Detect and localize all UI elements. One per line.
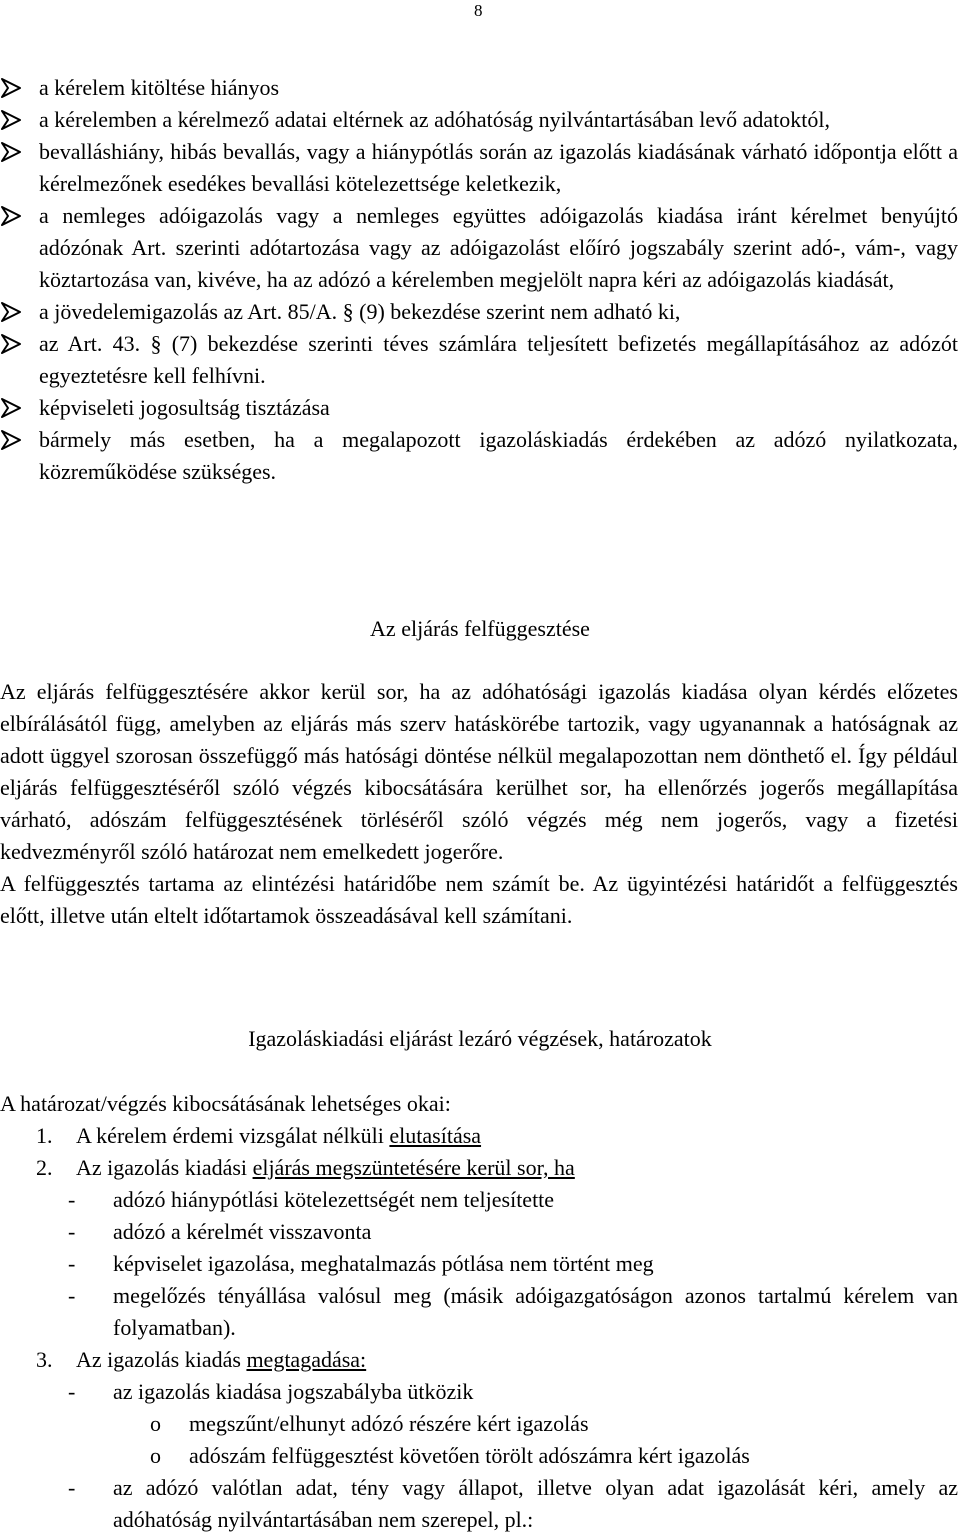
numbered-item-refusal	[0, 1344, 958, 1376]
dash-list-item	[0, 1184, 958, 1216]
arrow-bullet-icon	[0, 429, 22, 451]
bullet-item	[0, 136, 958, 200]
bullet-text: bármely más esetben, ha a megalapozott igazoláskiadás érdekében az adózó nyilatkozata, közreműködése szükséges.	[39, 427, 958, 484]
arrow-bullet-icon	[0, 333, 22, 355]
bullet-text: a kérelemben a kérelmező adatai eltérnek az adóhatóság nyilvántartásában levő adatoktól,	[39, 107, 831, 132]
sub-text: adószám felfüggesztést követően törölt adószámra kért igazolás	[189, 1443, 750, 1468]
item-number: 2.	[36, 1155, 53, 1180]
section-body-suspension	[0, 676, 958, 932]
sub-list-item	[0, 1408, 958, 1440]
bullet-item	[0, 392, 958, 424]
dash-text: az igazolás kiadása jogszabályba ütközik	[113, 1379, 474, 1404]
sub-marker: o	[150, 1411, 161, 1436]
item-number: 1.	[36, 1123, 53, 1148]
bullet-text: bevalláshiány, hibás bevallás, vagy a hiánypótlás során az igazolás kiadásának várható időpontja előtt a kérelmezőnek esedékes bevallási kötelezettsége keletkezik,	[39, 139, 958, 196]
decision-reasons-list	[0, 1120, 958, 1536]
dash-marker: -	[68, 1219, 76, 1244]
arrow-bullet-icon	[0, 301, 22, 323]
dash-list-item	[0, 1376, 958, 1408]
dash-marker: -	[68, 1475, 76, 1500]
dash-marker: -	[68, 1187, 76, 1212]
dash-text: az adózó valótlan adat, tény vagy állapot, illetve olyan adat igazolását kéri, amely az adóhatóság nyilvántartásában nem szerepel, pl.:	[113, 1475, 958, 1532]
dash-list-item	[0, 1216, 958, 1248]
item-underlined-text: megtagadása:	[246, 1347, 367, 1372]
dash-marker: -	[68, 1283, 76, 1308]
bullet-list	[0, 72, 958, 488]
paragraph-suspension-duration: A felfüggesztés tartama az elintézési határidőbe nem számít be. Az ügyintézési határidőt a felfüggesztés előtt, illetve után eltelt időtartamok összeadásával kell számítani.	[0, 871, 958, 928]
dash-marker: -	[68, 1251, 76, 1276]
item-number: 3.	[36, 1347, 53, 1372]
bullet-item	[0, 328, 958, 392]
item-text: Az igazolás kiadás	[76, 1347, 247, 1372]
bullet-text: a kérelem kitöltése hiányos	[39, 75, 280, 100]
page-number: 8	[474, 1, 483, 20]
sub-list-item	[0, 1440, 958, 1472]
dash-text: adózó a kérelmét visszavonta	[113, 1219, 372, 1244]
dash-list-item	[0, 1248, 958, 1280]
arrow-bullet-icon	[0, 205, 22, 227]
bullet-item	[0, 72, 958, 104]
bullet-text: az Art. 43. § (7) bekezdése szerinti téves számlára teljesített befizetés megállapításához az adózót egyeztetésre kell felhívni.	[39, 331, 958, 388]
bullet-item	[0, 424, 958, 488]
paragraph-suspension-reasons: Az eljárás felfüggesztésére akkor kerül sor, ha az adóhatósági igazolás kiadása olyan kérdés előzetes elbírálásától függ, amelyben az eljárás más szerv hatáskörébe tartozik, vagy ugyanannak a hatóságnak az adott üggyel szorosan összefüggő más hatósági döntése nélkül megalapozottan nem dönthető el. Így például eljárás felfüggesztéséről szóló végzés kibocsátására kerülhet sor, ha ellenőrzés jogerős megállapítása várható, adószám felfüggesztésének törléséről szóló végzés még nem jogerős, vagy a fizetési kedvezményről szóló határozat nem emelkedett jogerőre.	[0, 679, 958, 864]
numbered-item-rejection	[0, 1120, 958, 1152]
item-underlined-text: eljárás megszüntetésére kerül sor, ha	[252, 1155, 575, 1180]
dash-text: megelőzés tényállása valósul meg (másik adóigazgatóságon azonos tartalmú kérelem van folyamatban).	[113, 1283, 958, 1340]
dash-list-item	[0, 1472, 958, 1536]
item-text: Az igazolás kiadási	[76, 1155, 253, 1180]
arrow-bullet-icon	[0, 77, 22, 99]
sub-text: megszűnt/elhunyt adózó részére kért igazolás	[189, 1411, 589, 1436]
arrow-bullet-icon	[0, 141, 22, 163]
arrow-bullet-icon	[0, 109, 22, 131]
arrow-bullet-icon	[0, 397, 22, 419]
dash-marker: -	[68, 1379, 76, 1404]
dash-list-item	[0, 1280, 958, 1344]
bullet-item	[0, 296, 958, 328]
section-heading-suspension: Az eljárás felfüggesztése	[370, 616, 590, 641]
bullet-item	[0, 200, 958, 296]
sub-marker: o	[150, 1443, 161, 1468]
section-heading-closing-decisions: Igazoláskiadási eljárást lezáró végzések, határozatok	[248, 1026, 712, 1051]
bullet-item	[0, 104, 958, 136]
numbered-item-termination	[0, 1152, 958, 1184]
item-underlined-text: elutasítása	[389, 1123, 482, 1148]
decision-reasons-intro: A határozat/végzés kibocsátásának lehetséges okai:	[0, 1091, 451, 1116]
dash-text: képviselet igazolása, meghatalmazás pótlása nem történt meg	[113, 1251, 654, 1276]
dash-text: adózó hiánypótlási kötelezettségét nem teljesítette	[113, 1187, 555, 1212]
bullet-text: képviseleti jogosultság tisztázása	[39, 395, 330, 420]
bullet-text: a nemleges adóigazolás vagy a nemleges együttes adóigazolás kiadása iránt kérelmet benyújtó adózónak Art. szerinti adótartozása vagy az adóigazolást előíró jogszabály szerint adó-, vám-, vagy köztartozása van, kivéve, ha az adózó a kérelemben megjelölt napra kéri az adóigazolás kiadását,	[39, 203, 958, 292]
bullet-text: a jövedelemigazolás az Art. 85/A. § (9) bekezdése szerint nem adható ki,	[39, 299, 681, 324]
item-text: A kérelem érdemi vizsgálat nélküli	[76, 1123, 390, 1148]
